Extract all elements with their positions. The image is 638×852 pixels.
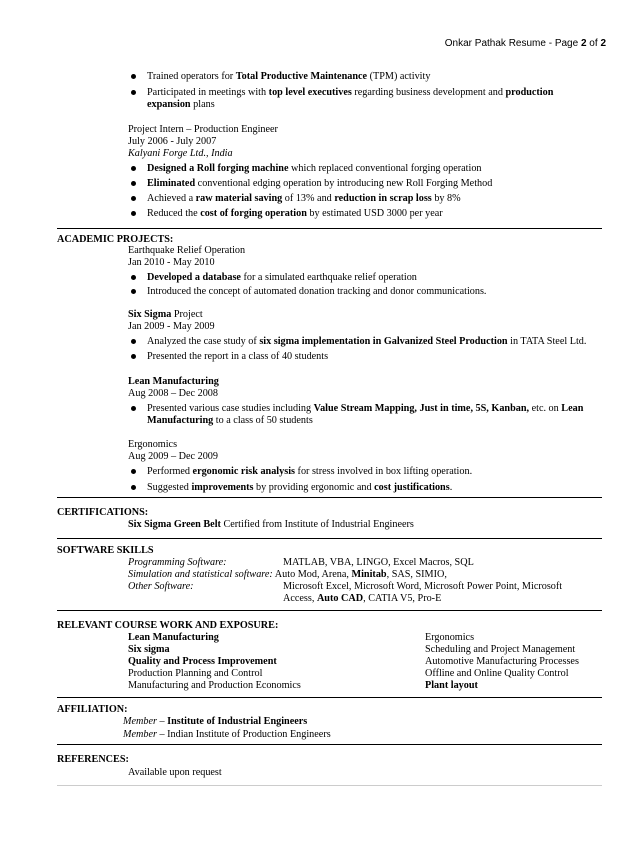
- section-heading-software: SOFTWARE SKILLS: [57, 545, 154, 556]
- course-item: Scheduling and Project Management: [425, 644, 576, 655]
- section-heading-academic: ACADEMIC PROJECTS:: [57, 234, 174, 245]
- bullet-icon: [130, 72, 138, 80]
- course-item: Ergonomics: [425, 632, 475, 643]
- section-divider: [57, 538, 602, 539]
- project-dates: Jan 2009 - May 2009: [128, 321, 215, 332]
- software-value-cont: Access, Auto CAD, CATIA V5, Pro-E: [283, 593, 442, 604]
- bullet-icon: [130, 287, 138, 295]
- list-item: Reduced the cost of forging operation by estimated USD 3000 per year: [147, 208, 443, 219]
- list-item-cont: expansion plans: [147, 99, 215, 110]
- list-item: Participated in meetings with top level executives regarding business development and production: [147, 87, 554, 98]
- bullet-icon: [130, 164, 138, 172]
- page-header: Onkar Pathak Resume - Page 2 of 2: [444, 38, 606, 49]
- section-divider: [57, 697, 602, 698]
- project-dates: Aug 2009 – Dec 2009: [128, 451, 218, 462]
- course-item: Production Planning and Control: [128, 668, 263, 679]
- list-item-cont: Manufacturing to a class of 50 students: [147, 415, 313, 426]
- bullet-icon: [130, 337, 138, 345]
- project-title: Earthquake Relief Operation: [128, 245, 246, 256]
- course-item: Automotive Manufacturing Processes: [425, 656, 579, 667]
- project-dates: Aug 2008 – Dec 2008: [128, 388, 218, 399]
- course-item: Manufacturing and Production Economics: [128, 680, 301, 691]
- bullet-icon: [130, 483, 138, 491]
- job-company: Kalyani Forge Ltd., India: [128, 148, 233, 159]
- software-value: Microsoft Excel, Microsoft Word, Microsoft Power Point, Microsoft: [283, 581, 563, 592]
- page-bottom-divider: [57, 785, 602, 786]
- software-value: MATLAB, VBA, LINGO, Excel Macros, SQL: [283, 557, 474, 568]
- list-item: Performed ergonomic risk analysis for stress involved in box lifting operation.: [147, 466, 473, 477]
- project-dates: Jan 2010 - May 2010: [128, 257, 215, 268]
- project-title: Ergonomics: [128, 439, 178, 450]
- bullet-icon: [130, 467, 138, 475]
- list-item: Developed a database for a simulated earthquake relief operation: [147, 272, 417, 283]
- section-heading-references: REFERENCES:: [57, 754, 129, 765]
- list-item: Suggested improvements by providing ergonomic and cost justifications.: [147, 482, 453, 493]
- list-item: Eliminated conventional edging operation by introducing new Roll Forging Method: [147, 178, 493, 189]
- list-item: Designed a Roll forging machine which replaced conventional forging operation: [147, 163, 482, 174]
- list-item: Presented the report in a class of 40 students: [147, 351, 329, 362]
- course-item: Lean Manufacturing: [128, 632, 219, 643]
- certification-item: Six Sigma Green Belt Certified from Institute of Industrial Engineers: [128, 519, 414, 530]
- project-title: Six Sigma Project: [128, 309, 203, 320]
- course-item: Six sigma: [128, 644, 170, 655]
- bullet-icon: [130, 404, 138, 412]
- software-label: Programming Software:: [128, 557, 227, 568]
- list-item: Trained operators for Total Productive Maintenance (TPM) activity: [147, 71, 431, 82]
- bullet-icon: [130, 194, 138, 202]
- bullet-icon: [130, 88, 138, 96]
- list-item: Analyzed the case study of six sigma implementation in Galvanized Steel Production in TATA Steel Ltd.: [147, 336, 587, 347]
- course-item: Quality and Process Improvement: [128, 656, 277, 667]
- section-divider: [57, 228, 602, 229]
- course-item: Plant layout: [425, 680, 478, 691]
- list-item: Introduced the concept of automated donation tracking and donor communications.: [147, 286, 487, 297]
- job-role: Project Intern – Production Engineer: [128, 124, 278, 135]
- affiliation-item: Member – Institute of Industrial Engineers: [123, 716, 308, 727]
- list-item: Presented various case studies including Value Stream Mapping, Just in time, 5S, Kanban, etc. on Lean: [147, 403, 584, 414]
- references-text: Available upon request: [128, 767, 222, 778]
- bullet-icon: [130, 273, 138, 281]
- course-item: Offline and Online Quality Control: [425, 668, 569, 679]
- section-heading-affiliation: AFFILIATION:: [57, 704, 128, 715]
- section-heading-coursework: RELEVANT COURSE WORK AND EXPOSURE:: [57, 620, 279, 631]
- list-item: Achieved a raw material saving of 13% and reduction in scrap loss by 8%: [147, 193, 461, 204]
- bullet-icon: [130, 209, 138, 217]
- section-divider: [57, 744, 602, 745]
- section-divider: [57, 497, 602, 498]
- bullet-icon: [130, 352, 138, 360]
- software-row: Simulation and statistical software: Auto Mod, Arena, Minitab, SAS, SIMIO,: [128, 569, 447, 580]
- bullet-icon: [130, 179, 138, 187]
- section-heading-certifications: CERTIFICATIONS:: [57, 507, 149, 518]
- section-divider: [57, 610, 602, 611]
- project-title: Lean Manufacturing: [128, 376, 219, 387]
- job-dates: July 2006 - July 2007: [128, 136, 217, 147]
- software-label: Other Software:: [128, 581, 194, 592]
- affiliation-item: Member – Indian Institute of Production Engineers: [123, 729, 331, 740]
